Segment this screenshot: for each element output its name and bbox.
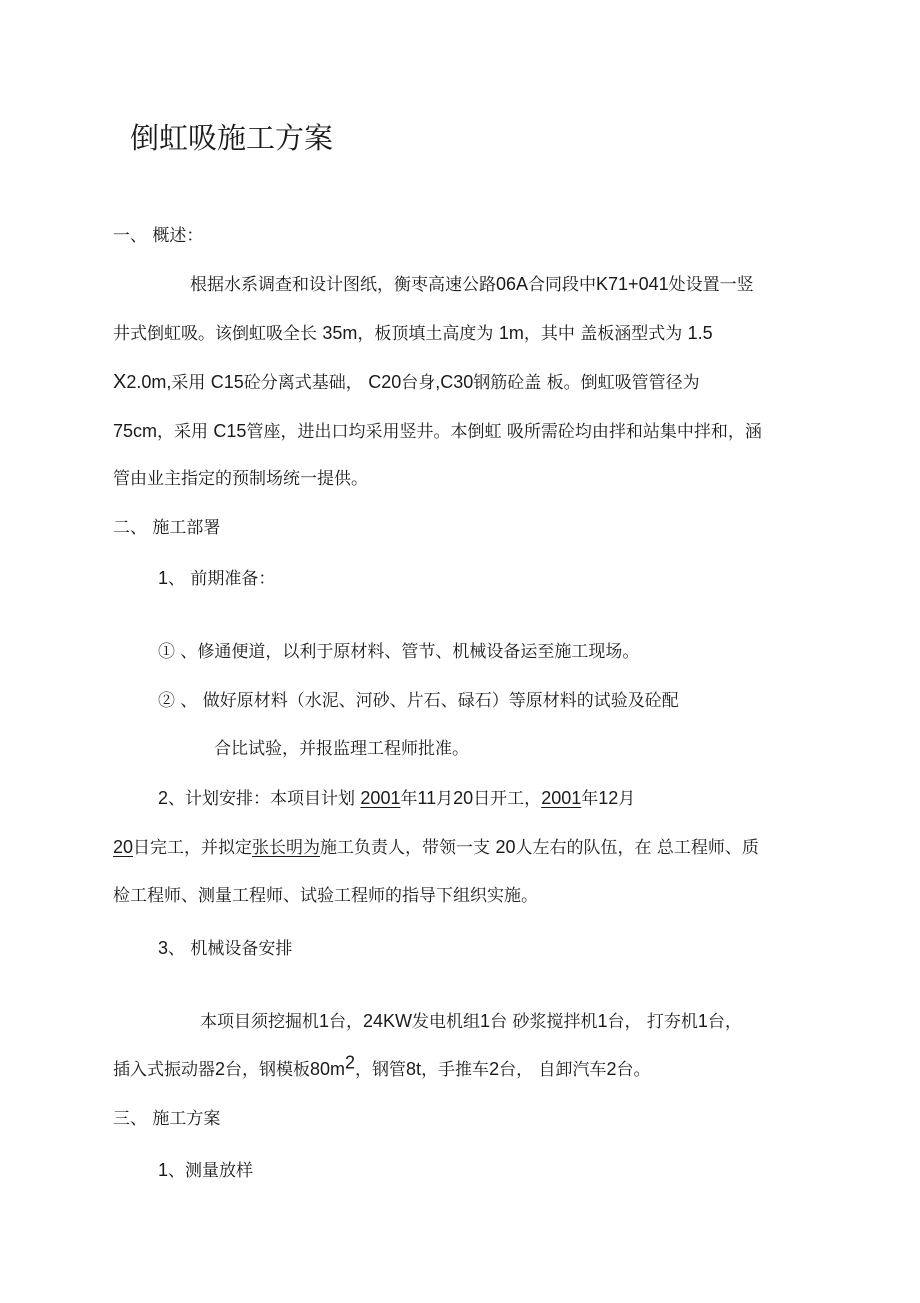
paragraph-line: X2.0m,采用 C15砼分离式基础， C20台身,C30钢筋砼盖 板。倒虹吸管管径为 [113, 371, 700, 393]
paragraph-line: 管由业主指定的预制场统一提供。 [113, 469, 368, 489]
paragraph-line: 根据水系调查和设计图纸，衡枣高速公路06A合同段中K71+041处设置一竖 [190, 274, 754, 295]
document-title: 倒虹吸施工方案 [130, 121, 334, 155]
subheading-survey: 1、测量放样 [158, 1160, 254, 1181]
schedule-line: 2、计划安排：本项目计划 2001年11月20日开工，2001年12月 [158, 788, 636, 809]
section-heading-overview: 一、 概述： [113, 226, 204, 246]
subheading-equipment: 3、 机械设备安排 [158, 938, 293, 959]
schedule-line: 20日完工，并拟定张长明为施工负责人，带领一支 20人左右的队伍，在 总工程师、质 [113, 837, 759, 858]
paragraph-line: 75cm，采用 C15管座，进出口均采用竖井。本倒虹 吸所需砼均由拌和站集中拌和，涵 [113, 421, 762, 442]
list-item: ① 、修通便道，以利于原材料、管节、机械设备运至施工现场。 [158, 642, 640, 662]
subheading-preparation: 1、 前期准备： [158, 568, 276, 589]
schedule-line: 检工程师、测量工程师、试验工程师的指导下组织实施。 [113, 886, 538, 906]
section-heading-plan: 三、 施工方案 [113, 1109, 221, 1129]
paragraph-line: 井式倒虹吸。该倒虹吸全长 35m，板顶填土高度为 1m，其中 盖板涵型式为 1.5 [113, 323, 713, 344]
equipment-line: 本项目须挖掘机1台，24KW发电机组1台 砂浆搅拌机1台， 打夯机1台， [200, 1011, 742, 1032]
equipment-line: 插入式振动器2台，钢模板$80m^2$，钢管8t，手推车2台， 自卸汽车2台。 [113, 1052, 651, 1080]
list-item: ② 、 做好原材料（水泥、河砂、片石、碌石）等原材料的试验及砼配 [158, 691, 679, 711]
list-item-continuation: 合比试验，并报监理工程师批准。 [214, 739, 469, 759]
section-heading-deployment: 二、 施工部署 [113, 518, 221, 538]
